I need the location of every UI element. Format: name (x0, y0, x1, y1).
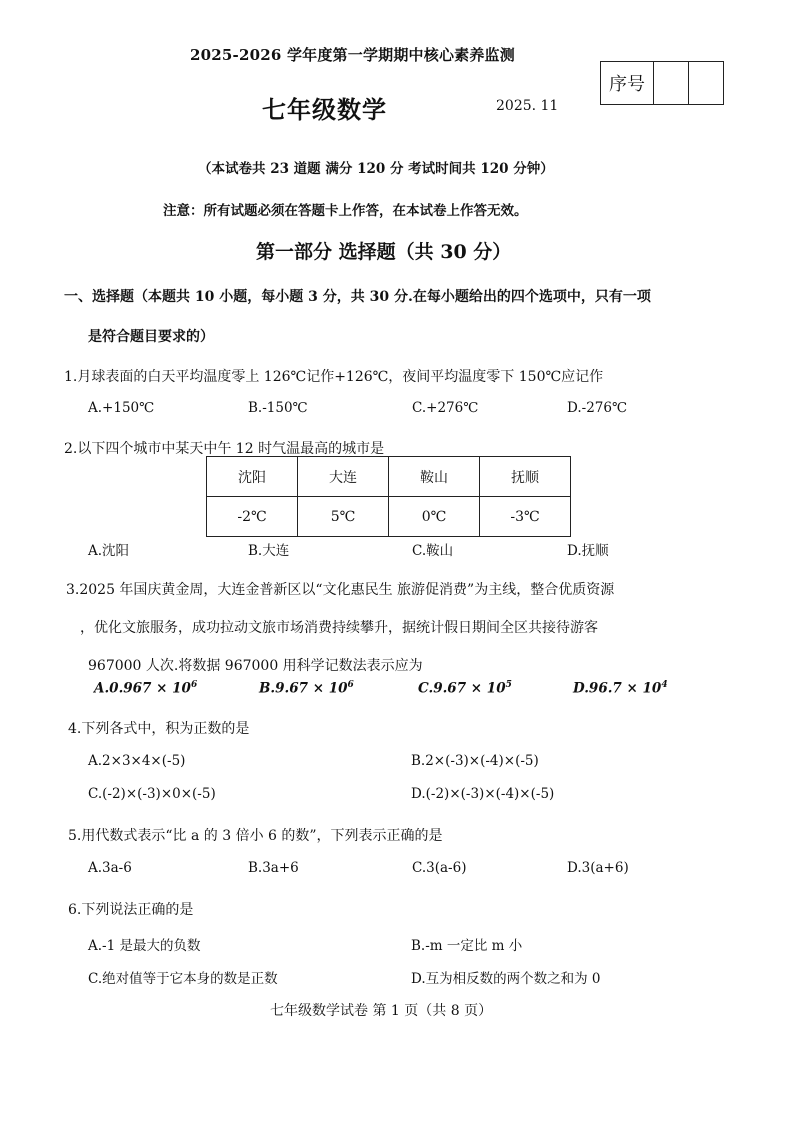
exam-date: 2025. 11 (496, 98, 559, 114)
question-2-option-b: B.大连 (248, 543, 290, 559)
table-row (207, 457, 571, 497)
question-6-option-a: A.-1 是最大的负数 (88, 938, 201, 954)
question-2-stem: 2.以下四个城市中某天中午 12 时气温最高的城市是 (64, 441, 385, 457)
question-2-option-c: C.鞍山 (412, 543, 454, 559)
question-1-option-b: B.-150℃ (248, 400, 308, 416)
exam-info: （本试卷共 23 道题 满分 120 分 考试时间共 120 分钟） (198, 161, 554, 177)
table-cell-temp: -2℃ (207, 497, 298, 537)
table-cell-temp: -3℃ (480, 497, 571, 537)
question-4-stem: 4.下列各式中，积为正数的是 (68, 721, 250, 737)
question-1-option-d: D.-276℃ (567, 400, 628, 416)
question-1-stem: 1.月球表面的白天平均温度零上 126℃记作+126℃，夜间平均温度零下 150℃应记作 (64, 369, 604, 385)
question-3-stem-line-2: ，优化文旅服务，成功拉动文旅市场消费持续攀升，据统计假日期间全区共接待游客 (80, 620, 598, 636)
part-title: 第一部分 选择题（共 30 分） (256, 241, 512, 263)
question-4-option-b: B.2×(-3)×(-4)×(-5) (411, 753, 539, 769)
question-5-option-d: D.3(a+6) (567, 860, 629, 876)
question-6-stem: 6.下列说法正确的是 (68, 902, 194, 918)
question-5-option-a: A.3a-6 (88, 860, 132, 876)
table-cell-city: 抚顺 (480, 457, 571, 497)
notice: 注意：所有试题必须在答题卡上作答，在本试卷上作答无效。 (163, 203, 528, 219)
sequence-label: 序号 (601, 62, 654, 104)
table-cell-city: 鞍山 (389, 457, 480, 497)
question-2-option-a: A.沈阳 (88, 543, 130, 559)
question-6-option-b: B.-m 一定比 m 小 (411, 938, 523, 954)
question-3-option-b: $B.9.67 \times 10^6$ (259, 680, 354, 697)
table-cell-city: 沈阳 (207, 457, 298, 497)
table-cell-temp: 5℃ (298, 497, 389, 537)
question-4-option-a: A.2×3×4×(-5) (88, 753, 186, 769)
section-instructions: 一、选择题（本题共 10 小题，每小题 3 分，共 30 分.在每小题给出的四个选项中，只有一项 (64, 289, 651, 305)
question-5-stem: 5.用代数式表示“比 a 的 3 倍小 6 的数”，下列表示正确的是 (68, 828, 443, 844)
question-1-option-a: A.+150℃ (88, 400, 155, 416)
question-3-option-a: $A.0.967 \times 10^6$ (94, 680, 198, 697)
sequence-cell[interactable] (689, 62, 723, 104)
question-5-option-b: B.3a+6 (248, 860, 299, 876)
question-3-option-c: $C.9.67 \times 10^5$ (418, 680, 512, 697)
question-3-stem-line-3: 967000 人次.将数据 967000 用科学记数法表示应为 (88, 658, 423, 674)
exam-title: 2025-2026 学年度第一学期期中核心素养监测 (190, 46, 515, 64)
question-5-option-c: C.3(a-6) (412, 860, 467, 876)
sequence-cell[interactable] (654, 62, 689, 104)
question-3-option-d: $D.96.7 \times 10^4$ (573, 680, 668, 697)
question-2-option-d: D.抚顺 (567, 543, 609, 559)
question-3-stem-line-1: 3.2025 年国庆黄金周，大连金普新区以“文化惠民生 旅游促消费”为主线，整合优质资源 (66, 582, 615, 598)
section-instructions-cont: 是符合题目要求的） (88, 329, 214, 345)
sequence-number-box (600, 61, 724, 105)
question-6-option-c: C.绝对值等于它本身的数是正数 (88, 971, 278, 987)
question-4-option-d: D.(-2)×(-3)×(-4)×(-5) (411, 786, 555, 802)
city-temperature-table (206, 456, 571, 537)
table-row (207, 497, 571, 537)
table-cell-temp: 0℃ (389, 497, 480, 537)
subject-title: 七年级数学 (262, 95, 387, 124)
page-footer: 七年级数学试卷 第 1 页（共 8 页） (270, 1003, 493, 1019)
question-6-option-d: D.互为相反数的两个数之和为 0 (411, 971, 601, 987)
question-4-option-c: C.(-2)×(-3)×0×(-5) (88, 786, 216, 802)
table-cell-city: 大连 (298, 457, 389, 497)
question-1-option-c: C.+276℃ (412, 400, 479, 416)
